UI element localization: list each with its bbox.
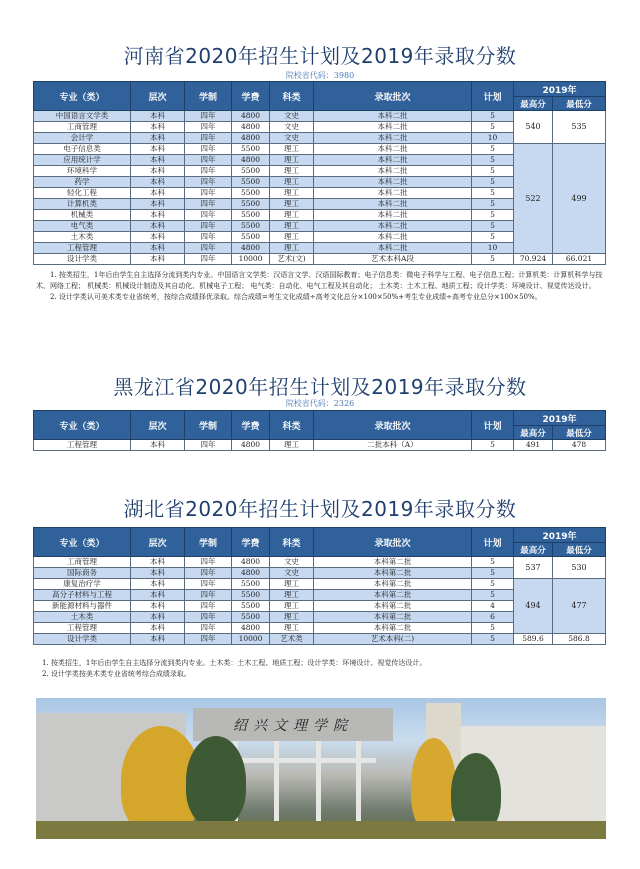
cell-category: 理工: [270, 440, 314, 451]
cell-level: 本科: [131, 177, 185, 188]
col-min-score: 最低分: [553, 426, 606, 440]
heilongjiang-admission-table: [33, 410, 606, 451]
cell-major: 药学: [34, 177, 131, 188]
table-row: [34, 440, 606, 451]
cell-plan: 6: [472, 612, 514, 623]
cell-level: 本科: [131, 166, 185, 177]
col-level: 层次: [131, 528, 185, 557]
cell-category: 文史: [270, 557, 314, 568]
cell-plan: 5: [472, 440, 514, 451]
cell-duration: 四年: [185, 557, 232, 568]
cell-level: 本科: [131, 199, 185, 210]
cell-plan: 5: [472, 210, 514, 221]
cell-level: 本科: [131, 579, 185, 590]
cell-tuition: 4800: [232, 557, 270, 568]
cell-category: 理工: [270, 210, 314, 221]
cell-tuition: 5500: [232, 612, 270, 623]
gate-inscription: 绍兴文理学院: [193, 708, 393, 741]
cell-min-score-art: 66.021: [553, 254, 606, 265]
cell-batch: 本科二批: [314, 155, 472, 166]
cell-duration: 四年: [185, 155, 232, 166]
cell-tuition: 4800: [232, 133, 270, 144]
cell-tuition: 5500: [232, 601, 270, 612]
cell-duration: 四年: [185, 210, 232, 221]
cell-plan: 10: [472, 243, 514, 254]
col-batch: 录取批次: [314, 82, 472, 111]
cell-plan: 5: [472, 557, 514, 568]
cell-major: 电气类: [34, 221, 131, 232]
col-tuition: 学费: [232, 82, 270, 111]
cell-plan: 5: [472, 254, 514, 265]
cell-batch: 本科二批: [314, 199, 472, 210]
cell-plan: 4: [472, 601, 514, 612]
table-row: [34, 557, 606, 568]
cell-plan: 5: [472, 188, 514, 199]
cell-duration: 四年: [185, 601, 232, 612]
cell-tuition: 4800: [232, 568, 270, 579]
cell-duration: 四年: [185, 440, 232, 451]
cell-major: 工商管理: [34, 122, 131, 133]
cell-tuition: 5500: [232, 144, 270, 155]
cell-duration: 四年: [185, 612, 232, 623]
cell-batch: 本科二批: [314, 144, 472, 155]
cell-duration: 四年: [185, 232, 232, 243]
cell-level: 本科: [131, 221, 185, 232]
cell-major: 中国语言文学类: [34, 111, 131, 122]
col-max-score: 最高分: [514, 543, 553, 557]
col-min-score: 最低分: [553, 543, 606, 557]
hubei-admission-table: [33, 527, 606, 645]
cell-category: 理工: [270, 243, 314, 254]
cell-level: 本科: [131, 612, 185, 623]
cell-tuition: 5500: [232, 232, 270, 243]
cell-major: 会计学: [34, 133, 131, 144]
cell-batch: 本科二批: [314, 122, 472, 133]
cell-plan: 5: [472, 144, 514, 155]
cell-max-score-wenshi: 537: [514, 557, 553, 579]
cell-category: 理工: [270, 601, 314, 612]
henan-notes: [36, 270, 606, 303]
heilongjiang-school-code: 院校省代码：2326: [285, 399, 355, 408]
cell-plan: 5: [472, 199, 514, 210]
cell-tuition: 4800: [232, 122, 270, 133]
cell-category: 理工: [270, 144, 314, 155]
cell-duration: 四年: [185, 243, 232, 254]
cell-tuition: 5500: [232, 221, 270, 232]
col-batch: 录取批次: [314, 528, 472, 557]
cell-major: 电子信息类: [34, 144, 131, 155]
cell-plan: 5: [472, 634, 514, 645]
cell-tuition: 5500: [232, 590, 270, 601]
cell-duration: 四年: [185, 122, 232, 133]
cell-tuition: 4800: [232, 155, 270, 166]
cell-duration: 四年: [185, 623, 232, 634]
cell-level: 本科: [131, 111, 185, 122]
cell-major: 设计学类: [34, 254, 131, 265]
henan-note-1: 1. 按类招生，1年后由学生自主选择分流到类内专业。中国语言文学类：汉语言文学、汉语国际教育；电子信息类：微电子科学与工程、电子信息工程；计算机类：计算机科学与技术、网络工程； 机械类：机械设计制造及其自动化、机械电子工程； 电气类：自动化、电气工程及其自动化； 土木类：土木工程、地质工程；设计学类：环境设计、视觉传达设计。: [36, 271, 603, 290]
col-plan: 计划: [472, 82, 514, 111]
cell-category: 理工: [270, 166, 314, 177]
cell-min-score-ligong: 477: [553, 579, 606, 634]
cell-major: 环境科学: [34, 166, 131, 177]
cell-level: 本科: [131, 133, 185, 144]
col-level: 层次: [131, 411, 185, 440]
col-max-score: 最高分: [514, 97, 553, 111]
cell-tuition: 10000: [232, 254, 270, 265]
cell-level: 本科: [131, 243, 185, 254]
cell-major: 工程管理: [34, 623, 131, 634]
cell-major: 工商管理: [34, 557, 131, 568]
col-tuition: 学费: [232, 528, 270, 557]
gate-beam: [231, 758, 376, 763]
cell-tuition: 5500: [232, 199, 270, 210]
cell-tuition: 5500: [232, 210, 270, 221]
col-batch: 录取批次: [314, 411, 472, 440]
cell-batch: 本科第二批: [314, 601, 472, 612]
cell-tuition: 4800: [232, 623, 270, 634]
cell-major: 国际商务: [34, 568, 131, 579]
henan-note-2: 2. 设计学类认可美术类专业省统考，按综合成绩择优录取。综合成绩=考生文化成绩÷高考文化总分×100×50%+考生专业成绩÷高考专业总分×100×50%。: [50, 293, 542, 301]
cell-category: 文史: [270, 568, 314, 579]
cell-max-score-art: 70.924: [514, 254, 553, 265]
cell-duration: 四年: [185, 144, 232, 155]
cell-duration: 四年: [185, 221, 232, 232]
cell-category: 文史: [270, 122, 314, 133]
hubei-notes: [36, 658, 606, 680]
heilongjiang-title: 黑龙江省2020年招生计划及2019年录取分数: [113, 375, 527, 399]
cell-plan: 5: [472, 579, 514, 590]
cell-category: 艺术(文): [270, 254, 314, 265]
cell-duration: 四年: [185, 579, 232, 590]
cell-plan: 5: [472, 177, 514, 188]
cell-level: 本科: [131, 557, 185, 568]
cell-level: 本科: [131, 568, 185, 579]
col-major: 专业（类）: [34, 411, 131, 440]
cell-category: 理工: [270, 623, 314, 634]
col-category: 科类: [270, 411, 314, 440]
hubei-note-2: 2. 设计学类按美术类专业省统考综合成绩录取。: [42, 670, 191, 678]
cell-batch: 本科二批: [314, 177, 472, 188]
henan-school-code: 院校省代码：3980: [285, 71, 355, 80]
cell-major: 新能源材料与器件: [34, 601, 131, 612]
cell-level: 本科: [131, 634, 185, 645]
cell-category: 艺术类: [270, 634, 314, 645]
cell-max-score-ligong: 494: [514, 579, 553, 634]
cell-batch: 本科二批: [314, 232, 472, 243]
cell-min-score-ligong: 499: [553, 144, 606, 254]
cell-tuition: 4800: [232, 440, 270, 451]
cell-tuition: 5500: [232, 166, 270, 177]
cell-batch: 本科第二批: [314, 557, 472, 568]
cell-duration: 四年: [185, 177, 232, 188]
cell-batch: 本科二批: [314, 111, 472, 122]
cell-duration: 四年: [185, 568, 232, 579]
cell-duration: 四年: [185, 590, 232, 601]
cell-major: 工程管理: [34, 440, 131, 451]
campus-gate-photo: [36, 698, 606, 839]
cell-plan: 5: [472, 221, 514, 232]
cell-batch: 本科第二批: [314, 579, 472, 590]
cell-category: 理工: [270, 590, 314, 601]
cell-category: 理工: [270, 188, 314, 199]
henan-title: 河南省2020年招生计划及2019年录取分数: [123, 44, 517, 68]
hubei-title: 湖北省2020年招生计划及2019年录取分数: [123, 497, 517, 521]
cell-batch: 本科二批: [314, 188, 472, 199]
cell-category: 理工: [270, 221, 314, 232]
cell-category: 文史: [270, 133, 314, 144]
col-year-2019: 2019年: [514, 411, 606, 426]
cell-batch: 艺术本科A段: [314, 254, 472, 265]
cell-major: 轻化工程: [34, 188, 131, 199]
cell-category: 理工: [270, 155, 314, 166]
col-min-score: 最低分: [553, 97, 606, 111]
gate-pillar: [316, 741, 321, 827]
cell-batch: 本科第二批: [314, 568, 472, 579]
cell-level: 本科: [131, 590, 185, 601]
cell-major: 土木类: [34, 232, 131, 243]
cell-major: 工程管理: [34, 243, 131, 254]
cell-tuition: 10000: [232, 634, 270, 645]
col-plan: 计划: [472, 528, 514, 557]
cell-major: 机械类: [34, 210, 131, 221]
col-max-score: 最高分: [514, 426, 553, 440]
cell-max-score-art: 589.6: [514, 634, 553, 645]
cell-level: 本科: [131, 440, 185, 451]
cell-major: 康复治疗学: [34, 579, 131, 590]
cell-major: 高分子材料与工程: [34, 590, 131, 601]
table-row: [34, 111, 606, 122]
cell-tuition: 5500: [232, 579, 270, 590]
cell-max-score-ligong: 522: [514, 144, 553, 254]
cell-level: 本科: [131, 210, 185, 221]
col-major: 专业（类）: [34, 528, 131, 557]
cell-tuition: 5500: [232, 177, 270, 188]
col-duration: 学制: [185, 528, 232, 557]
gate-pillar: [274, 741, 279, 827]
cell-major: 应用统计学: [34, 155, 131, 166]
cell-batch: 本科二批: [314, 243, 472, 254]
cell-tuition: 5500: [232, 188, 270, 199]
col-tuition: 学费: [232, 411, 270, 440]
cell-category: 理工: [270, 177, 314, 188]
cell-min-score-wenshi: 530: [553, 557, 606, 579]
table-row: [34, 254, 606, 265]
cell-duration: 四年: [185, 133, 232, 144]
cell-level: 本科: [131, 122, 185, 133]
cell-level: 本科: [131, 155, 185, 166]
col-plan: 计划: [472, 411, 514, 440]
cell-duration: 四年: [185, 111, 232, 122]
col-category: 科类: [270, 528, 314, 557]
cell-major: 计算机类: [34, 199, 131, 210]
cell-category: 理工: [270, 199, 314, 210]
cell-batch: 本科第二批: [314, 590, 472, 601]
cell-min-score-wenshi: 535: [553, 111, 606, 144]
col-duration: 学制: [185, 82, 232, 111]
hubei-note-1: 1. 按类招生，1年后由学生自主选择分流到类内专业。土木类：土木工程、地质工程；设计学类：环境设计、视觉传达设计。: [42, 659, 427, 667]
henan-admission-table: [33, 81, 606, 265]
cell-level: 本科: [131, 254, 185, 265]
cell-tuition: 4800: [232, 243, 270, 254]
col-year-2019: 2019年: [514, 82, 606, 97]
cell-batch: 本科二批: [314, 133, 472, 144]
cell-plan: 10: [472, 133, 514, 144]
cell-batch: 二批本科（A）: [314, 440, 472, 451]
col-category: 科类: [270, 82, 314, 111]
cell-level: 本科: [131, 188, 185, 199]
gate-pillar: [356, 741, 361, 827]
table-row: [34, 144, 606, 155]
cell-major: 设计学类: [34, 634, 131, 645]
cell-min-score-art: 586.8: [553, 634, 606, 645]
cell-batch: 本科二批: [314, 221, 472, 232]
cell-level: 本科: [131, 623, 185, 634]
col-duration: 学制: [185, 411, 232, 440]
cell-level: 本科: [131, 144, 185, 155]
cell-plan: 5: [472, 590, 514, 601]
cell-tuition: 4800: [232, 111, 270, 122]
cell-duration: 四年: [185, 199, 232, 210]
cell-category: 文史: [270, 111, 314, 122]
cell-plan: 5: [472, 111, 514, 122]
cell-duration: 四年: [185, 634, 232, 645]
col-level: 层次: [131, 82, 185, 111]
cell-batch: 本科二批: [314, 166, 472, 177]
cell-duration: 四年: [185, 254, 232, 265]
cell-batch: 艺术本科(二): [314, 634, 472, 645]
cell-level: 本科: [131, 601, 185, 612]
col-year-2019: 2019年: [514, 528, 606, 543]
col-major: 专业（类）: [34, 82, 131, 111]
cell-duration: 四年: [185, 166, 232, 177]
green-tree-left: [186, 736, 246, 826]
cell-plan: 5: [472, 623, 514, 634]
cell-plan: 5: [472, 122, 514, 133]
lawn: [36, 821, 606, 839]
table-row: [34, 579, 606, 590]
cell-plan: 5: [472, 166, 514, 177]
cell-min-score: 478: [553, 440, 606, 451]
cell-plan: 5: [472, 232, 514, 243]
cell-level: 本科: [131, 232, 185, 243]
cell-max-score: 491: [514, 440, 553, 451]
ginkgo-tree-right: [411, 738, 456, 833]
cell-batch: 本科第二批: [314, 612, 472, 623]
cell-plan: 5: [472, 155, 514, 166]
cell-max-score-wenshi: 540: [514, 111, 553, 144]
cell-batch: 本科二批: [314, 210, 472, 221]
cell-duration: 四年: [185, 188, 232, 199]
cell-plan: 5: [472, 568, 514, 579]
cell-category: 理工: [270, 579, 314, 590]
cell-batch: 本科第二批: [314, 623, 472, 634]
cell-major: 土木类: [34, 612, 131, 623]
cell-category: 理工: [270, 232, 314, 243]
table-row: [34, 634, 606, 645]
cell-category: 理工: [270, 612, 314, 623]
